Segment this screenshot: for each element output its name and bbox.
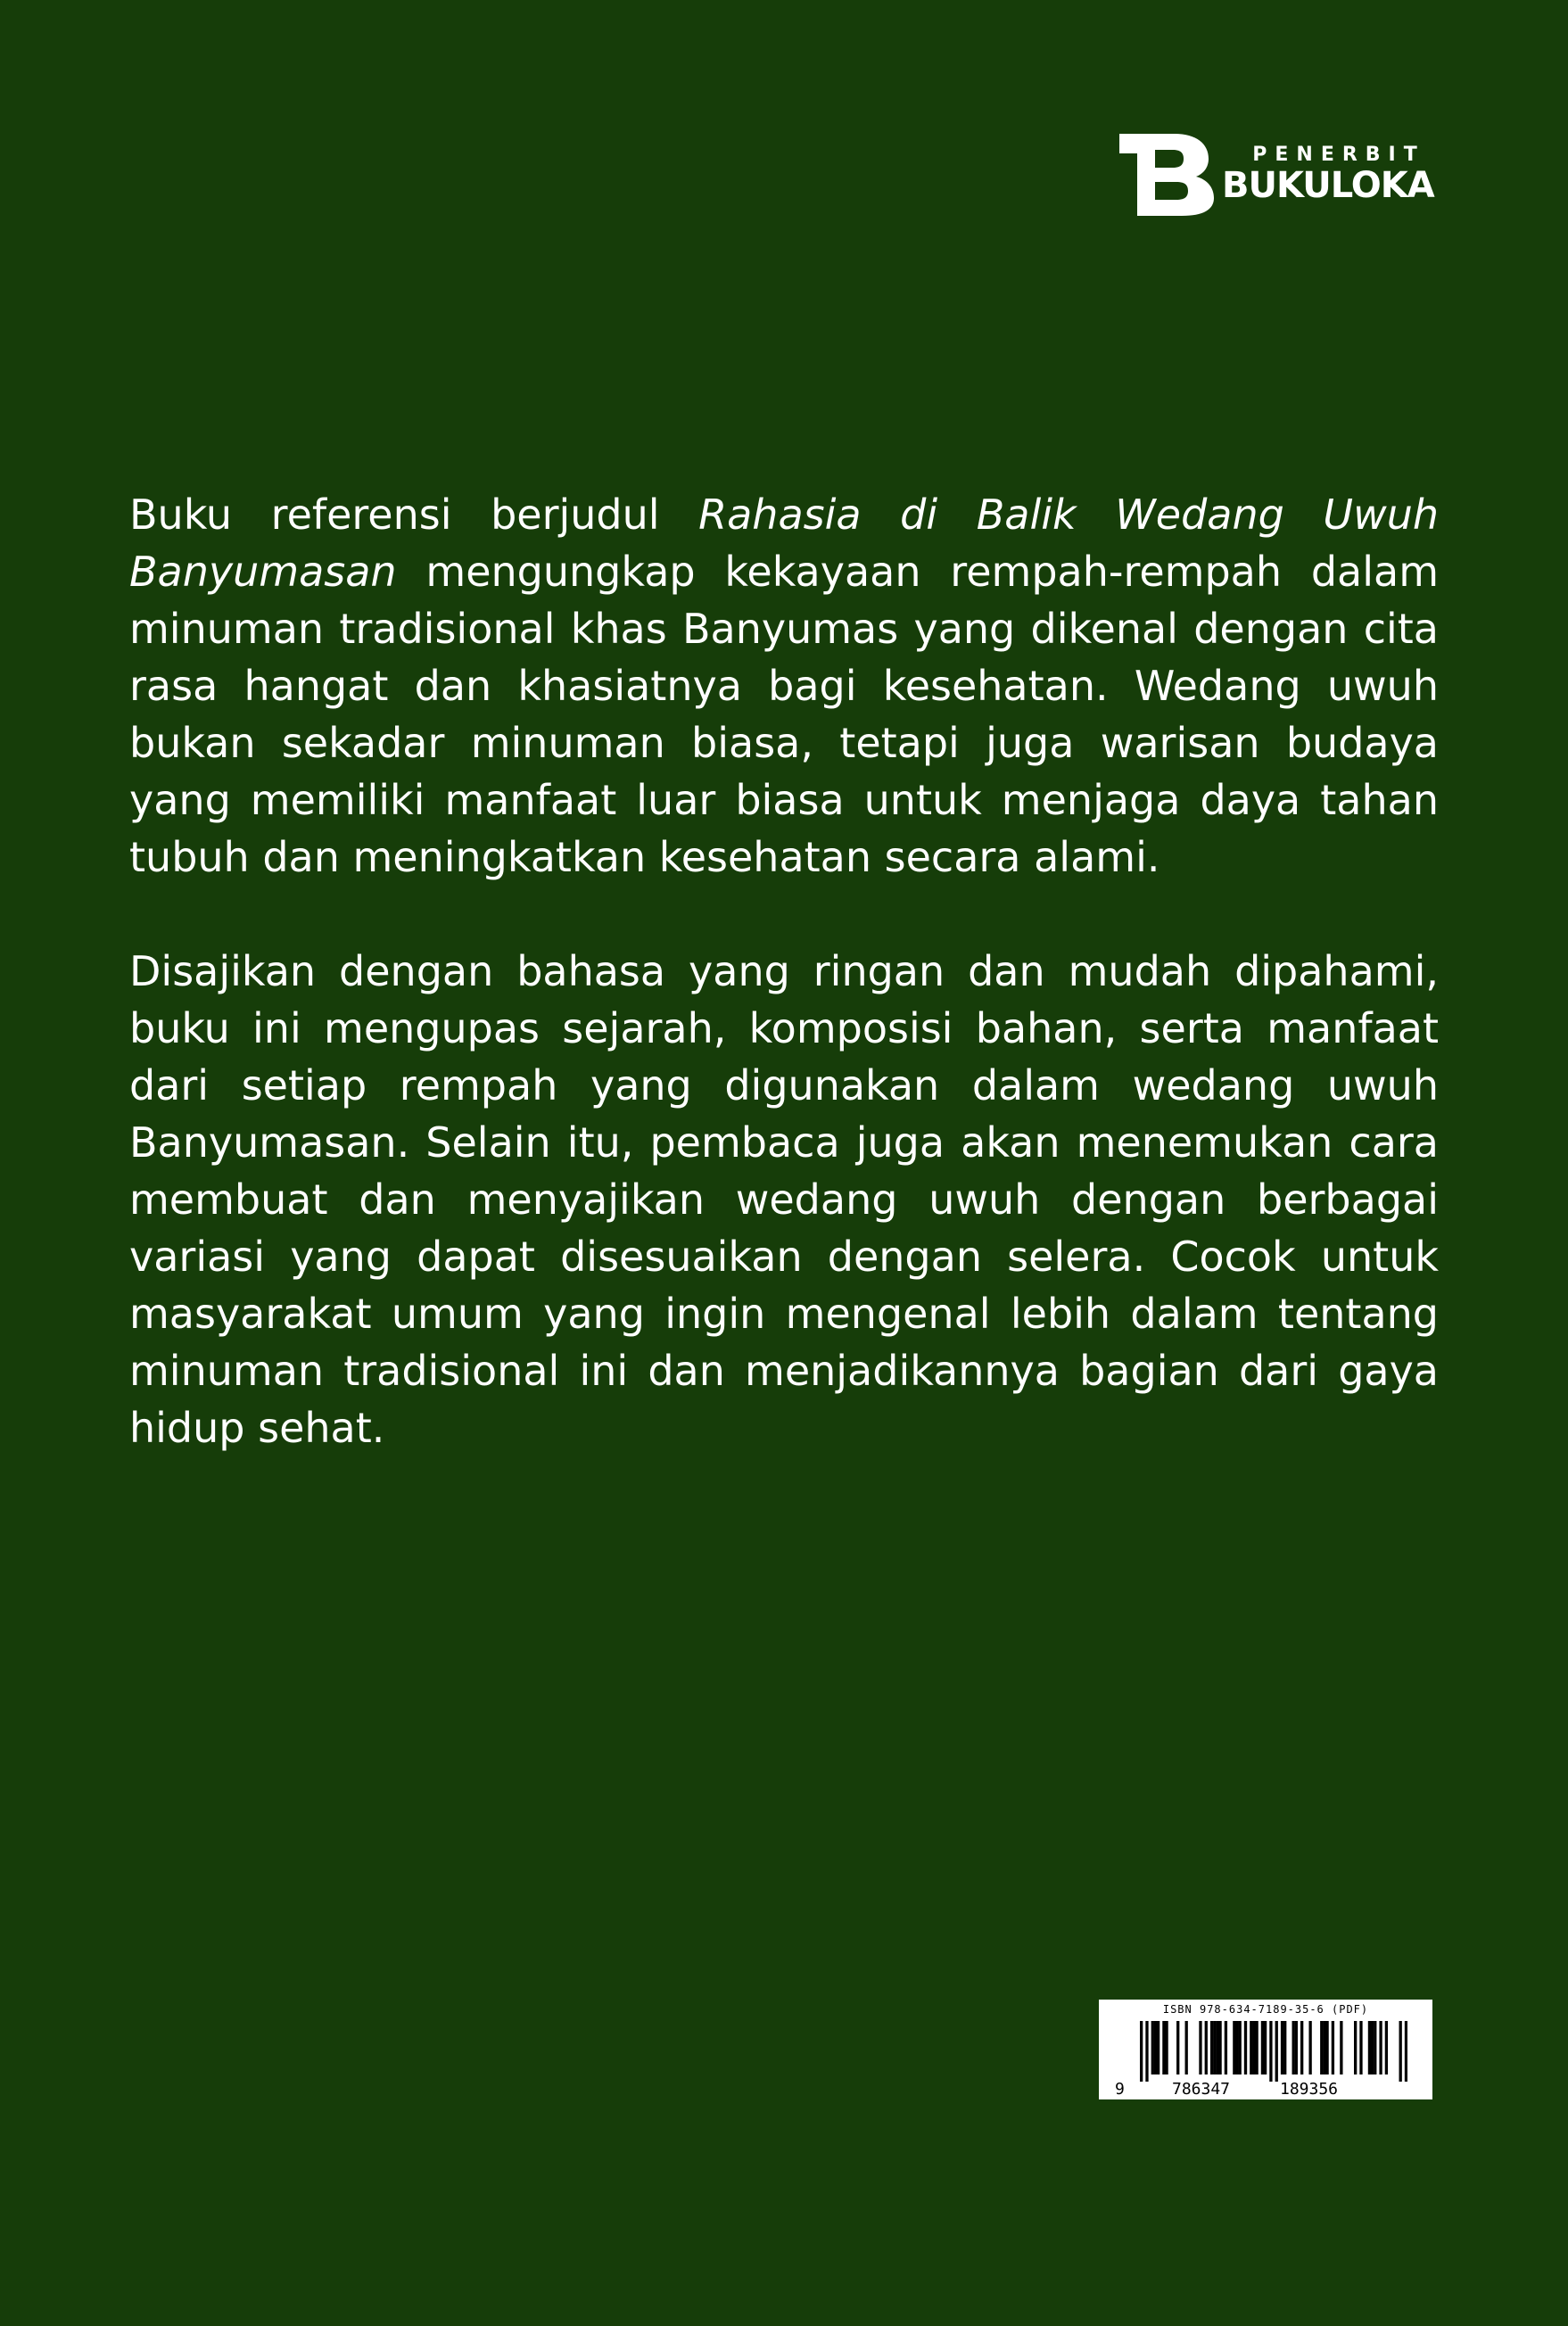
barcode-bar (1185, 2021, 1188, 2074)
publisher-logo (1119, 134, 1440, 219)
barcode-bar (1255, 2021, 1258, 2074)
barcode-bar (1145, 2021, 1148, 2082)
publisher-name: BUKULOKA (1222, 165, 1434, 206)
barcode-first-digit: 9 (1115, 2080, 1125, 2099)
barcode-bar (1320, 2021, 1323, 2074)
barcode-bar (1233, 2021, 1235, 2074)
barcode-bar (1264, 2021, 1267, 2074)
barcode-bar (1239, 2021, 1242, 2074)
barcode-bar (1261, 2021, 1264, 2074)
barcode-bar (1225, 2021, 1227, 2074)
bukuloka-b-logo-icon (1119, 134, 1217, 216)
barcode-bar (1250, 2021, 1252, 2074)
barcode-bar (1244, 2021, 1247, 2074)
barcode-bar (1325, 2021, 1328, 2074)
barcode-bar (1176, 2021, 1179, 2074)
barcode-bar (1275, 2021, 1278, 2082)
book-title: Rahasia di Balik Wedang Uwuh Banyumasan (129, 491, 1439, 596)
barcode-bar (1216, 2021, 1218, 2074)
barcode-bar (1332, 2021, 1334, 2074)
barcode-bars (1140, 2021, 1407, 2082)
barcode-bar (1354, 2021, 1357, 2074)
barcode-bar (1405, 2021, 1407, 2082)
barcode-bar (1399, 2021, 1402, 2082)
barcode-bar (1205, 2021, 1208, 2074)
blurb-p1-rest: mengungkap kekayaan rempah-rempah dalam minuman tradisional khas Banyumas yang dikenal dengan cita rasa hangat dan khasiatnya bagi kesehatan. Wedang uwuh bukan sekadar minuman biasa, tetapi juga warisan budaya yang memiliki manfaat luar biasa untuk menjaga daya tahan tubuh dan meningkatkan kesehatan secara alami. (129, 548, 1439, 881)
barcode-bar (1379, 2021, 1382, 2074)
barcode-bar (1308, 2021, 1311, 2074)
barcode-bar (1359, 2021, 1362, 2074)
barcode-bar (1140, 2021, 1143, 2082)
barcode-bar (1292, 2021, 1295, 2074)
barcode-bar (1300, 2021, 1303, 2074)
barcode-left-group: 786347 (1172, 2080, 1231, 2099)
blurb-p1-intro: Buku referensi berjudul (129, 491, 699, 539)
barcode-bar (1340, 2021, 1342, 2074)
barcode-right-group: 189356 (1280, 2080, 1339, 2099)
barcode-bar (1154, 2021, 1157, 2074)
barcode-bar (1371, 2021, 1374, 2074)
barcode-bar (1368, 2021, 1371, 2074)
blurb-paragraph-2: Disajikan dengan bahasa yang ringan dan mudah dipahami, buku ini mengupas sejarah, komposisi bahan, serta manfaat dari setiap rempah yang digunakan dalam wedang uwuh Banyumasan. Selain itu, pembaca juga akan menemukan cara membuat dan menyajikan wedang uwuh dengan berbagai variasi yang dapat disesuaikan dengan selera. Cocok untuk masyarakat umum yang ingin mengenal lebih dalam tentang minuman tradisional ini dan menjadikannya bagian dari gaya hidup sehat. (129, 947, 1439, 1452)
isbn-barcode (1099, 2000, 1432, 2099)
book-blurb (129, 486, 1439, 1456)
barcode-bar (1269, 2021, 1272, 2082)
barcode-bar (1157, 2021, 1159, 2074)
barcode-bar (1323, 2021, 1325, 2074)
barcode-bar (1210, 2021, 1213, 2074)
barcode-bar (1165, 2021, 1168, 2074)
barcode-bar (1374, 2021, 1376, 2074)
barcode-bar (1385, 2021, 1388, 2074)
barcode-bar (1213, 2021, 1216, 2074)
barcode-bar (1199, 2021, 1201, 2074)
barcode-bar (1281, 2021, 1283, 2074)
barcode-bar (1235, 2021, 1238, 2074)
barcode-bar (1162, 2021, 1165, 2074)
publisher-label: PENERBIT (1252, 144, 1425, 166)
isbn-number: ISBN 978-634-7189-35-6 (PDF) (1162, 2003, 1369, 2016)
blurb-paragraph-1 (129, 486, 1439, 886)
barcode-bar (1151, 2021, 1154, 2074)
barcode-bar (1218, 2021, 1221, 2074)
barcode-bar (1283, 2021, 1286, 2074)
barcode-bar (1295, 2021, 1298, 2074)
barcode-bar (1252, 2021, 1255, 2074)
